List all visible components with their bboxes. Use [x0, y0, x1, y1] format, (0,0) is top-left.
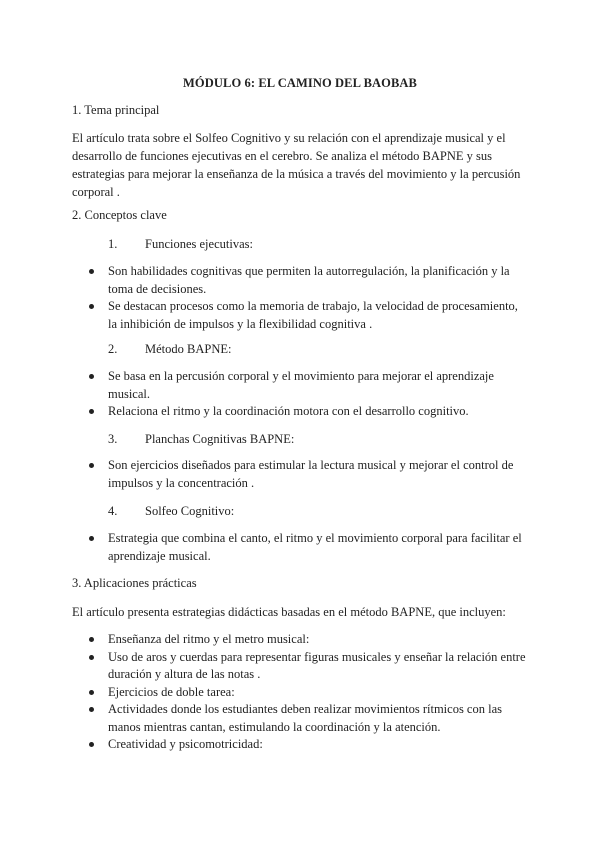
list-item: Uso de aros y cuerdas para representar figuras musicales y enseñar la relación entre duración y altura de las notas .: [0, 649, 528, 684]
bullet-icon: [89, 374, 94, 379]
section-3-heading: 3. Aplicaciones prácticas: [72, 576, 197, 590]
bullet-icon: [89, 707, 94, 712]
section-3-bullets: [0, 631, 600, 754]
concept-number: 4.: [108, 504, 118, 518]
concept-label: Funciones ejecutivas:: [145, 237, 253, 251]
list-item: Estrategia que combina el canto, el ritmo y el movimiento corporal para facilitar el aprendizaje musical.: [0, 530, 528, 565]
bullet-icon: [89, 536, 94, 541]
section-3-intro: El artículo presenta estrategias didácticas basadas en el método BAPNE, que incluyen:: [72, 605, 506, 619]
concept-2-bullets: [0, 368, 600, 421]
concept-3-bullets: [0, 457, 600, 492]
concept-label: Solfeo Cognitivo:: [145, 504, 235, 518]
concept-number: 2.: [108, 342, 118, 356]
list-item: Se destacan procesos como la memoria de trabajo, la velocidad de procesamiento, la inhibición de impulsos y la flexibilidad cognitiva .: [0, 298, 528, 333]
bullet-icon: [89, 304, 94, 309]
bullet-icon: [89, 637, 94, 642]
concept-number: 3.: [108, 432, 118, 446]
list-item: Ejercicios de doble tarea:: [0, 684, 528, 702]
list-item: Enseñanza del ritmo y el metro musical:: [0, 631, 528, 649]
bullet-icon: [89, 655, 94, 660]
concept-label: Planchas Cognitivas BAPNE:: [145, 432, 295, 446]
bullet-icon: [89, 742, 94, 747]
list-item: Se basa en la percusión corporal y el movimiento para mejorar el aprendizaje musical.: [0, 368, 528, 403]
concept-label: Método BAPNE:: [145, 342, 232, 356]
list-item: Son ejercicios diseñados para estimular la lectura musical y mejorar el control de impulsos y la concentración .: [0, 457, 528, 492]
concept-4-bullets: [0, 530, 600, 565]
list-item: Creatividad y psicomotricidad:: [0, 736, 528, 754]
list-item: Relaciona el ritmo y la coordinación motora con el desarrollo cognitivo.: [0, 403, 528, 421]
bullet-icon: [89, 690, 94, 695]
document-title: MÓDULO 6: EL CAMINO DEL BAOBAB: [183, 76, 417, 90]
bullet-icon: [89, 269, 94, 274]
list-item: Son habilidades cognitivas que permiten la autorregulación, la planificación y la toma de decisiones.: [0, 263, 528, 298]
concept-1-bullets: [0, 263, 600, 333]
bullet-icon: [89, 409, 94, 414]
bullet-icon: [89, 463, 94, 468]
section-2-heading: 2. Conceptos clave: [72, 208, 167, 222]
section-1-body: El artículo trata sobre el Solfeo Cognitivo y su relación con el aprendizaje musical y el desarrollo de funciones ejecutivas en el cerebro. Se analiza el método BAPNE y sus estrategias para mejorar la enseñanza de la música a través del movimiento y la percusión corporal .: [72, 131, 521, 199]
concept-number: 1.: [108, 237, 118, 251]
list-item: Actividades donde los estudiantes deben realizar movimientos rítmicos con las manos mientras cantan, estimulando la coordinación y la atención.: [0, 701, 528, 736]
section-1-heading: 1. Tema principal: [72, 103, 160, 117]
